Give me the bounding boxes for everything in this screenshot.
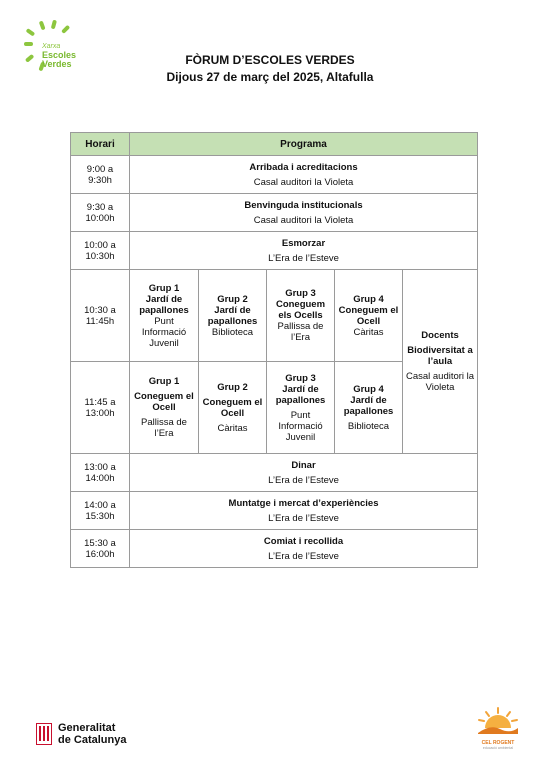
group-cell: Grup 2 Jardí de papallones Biblioteca — [199, 270, 267, 362]
group-cell: Grup 3 Coneguem els Ocells Pallissa de l’Era — [267, 270, 335, 362]
table-row — [71, 492, 478, 530]
group-cell: Grup 1 Coneguem el Ocell Pallissa de l’Era — [130, 362, 199, 454]
time-cell: 10:30 a 11:45h — [71, 270, 130, 362]
group-cell: Grup 2 Coneguem el Ocell Càritas — [199, 362, 267, 454]
docents-cell: Docents Biodiversitat a l’aula Casal auditori la Violeta — [403, 270, 478, 454]
cel-rogent-logo — [476, 706, 520, 752]
logo-xarxa-line3: Verdes — [42, 59, 72, 69]
group-cell: Grup 3 Jardí de papallones Punt Informació Juvenil — [267, 362, 335, 454]
program-cell: Arribada i acreditacions Casal auditori la Violeta — [130, 156, 478, 194]
generalitat-logo — [36, 722, 146, 748]
table-header-row — [71, 133, 478, 156]
time-cell: 13:00 a 14:00h — [71, 454, 130, 492]
table-row — [71, 232, 478, 270]
time-cell: 9:30 a 10:00h — [71, 194, 130, 232]
table-row — [71, 156, 478, 194]
program-cell: Esmorzar L’Era de l’Esteve — [130, 232, 478, 270]
senyera-icon — [36, 723, 52, 745]
logo-xarxa-line1: Xarxa — [42, 43, 61, 50]
col-header-horari: Horari — [71, 133, 130, 156]
group-cell: Grup 4 Coneguem el Ocell Càritas — [335, 270, 403, 362]
group-cell: Grup 4 Jardí de papallones Biblioteca — [335, 362, 403, 454]
col-header-programa: Programa — [130, 133, 478, 156]
table-row — [71, 194, 478, 232]
gen-logo-line1: Generalitat — [58, 722, 116, 734]
program-cell: Benvinguda institucionals Casal auditori la Violeta — [130, 194, 478, 232]
gen-logo-line2: de Catalunya — [58, 734, 127, 746]
table-row — [71, 454, 478, 492]
page-subtitle: Dijous 27 de març del 2025, Altafulla — [166, 70, 374, 84]
document-header — [140, 52, 400, 86]
logo-xarxa-line2: Escoles — [42, 50, 77, 60]
program-cell: Muntatge i mercat d’experiències L’Era de l’Esteve — [130, 492, 478, 530]
cel-rogent-sub: educació ambiental — [482, 746, 514, 750]
program-cell: Comiat i recollida L’Era de l’Esteve — [130, 530, 478, 568]
table-row — [71, 530, 478, 568]
programme-table — [70, 132, 478, 568]
program-cell: Dinar L’Era de l’Esteve — [130, 454, 478, 492]
group-cell: Grup 1 Jardí de papallones Punt Informació Juvenil — [130, 270, 199, 362]
page-title: FÒRUM D’ESCOLES VERDES — [185, 53, 355, 67]
time-cell: 14:00 a 15:30h — [71, 492, 130, 530]
xarxa-escoles-verdes-logo — [20, 20, 100, 78]
cel-rogent-name: CEL ROGENT — [481, 740, 515, 746]
time-cell: 10:00 a 10:30h — [71, 232, 130, 270]
time-cell: 15:30 a 16:00h — [71, 530, 130, 568]
time-cell: 9:00 a 9:30h — [71, 156, 130, 194]
sunset-icon — [476, 706, 520, 734]
time-cell: 11:45 a 13:00h — [71, 362, 130, 454]
table-row — [71, 270, 478, 362]
